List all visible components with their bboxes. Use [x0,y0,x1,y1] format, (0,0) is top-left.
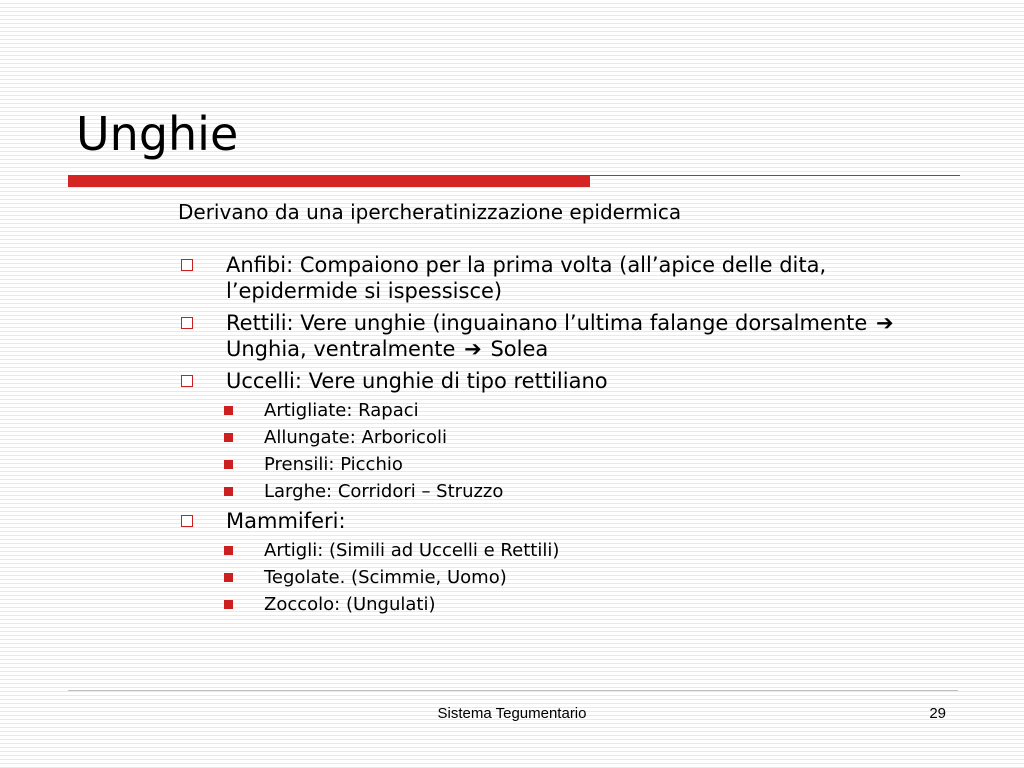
sub-bullet-larghe [178,481,958,503]
bullet-text-part-b: Unghia, ventralmente [226,337,456,361]
intro-text: Derivano da una ipercheratinizzazione epidermica [178,200,682,224]
bullet-anfibi [178,252,958,304]
sub-bullet-artigliate [178,400,958,422]
sub-bullet-tegolate [178,567,958,589]
bullet-text: Uccelli: Vere unghie di tipo rettiliano [226,369,608,393]
page-number: 29 [929,705,946,722]
bullet-rettili [178,310,958,362]
sub-bullet-text: Zoccolo: (Ungulati) [264,594,436,615]
filled-square-bullet-icon [224,406,233,415]
hollow-square-bullet-icon [181,259,193,271]
slide-title: Unghie [76,107,239,161]
filled-square-bullet-icon [224,487,233,496]
hollow-square-bullet-icon [181,375,193,387]
hollow-square-bullet-icon [181,317,193,329]
slide-body [178,198,958,621]
sub-bullet-zoccolo [178,594,958,616]
right-arrow-icon: ➔ [464,337,482,361]
title-underline-thin [590,175,960,176]
right-arrow-icon: ➔ [876,311,894,335]
bullet-uccelli [178,368,958,394]
bullet-mammiferi [178,508,958,534]
filled-square-bullet-icon [224,460,233,469]
sub-bullet-artigli [178,540,958,562]
title-underline-red [68,175,590,187]
bullet-text: Mammiferi: [226,509,346,533]
sub-bullet-text: Prensili: Picchio [264,454,403,475]
sub-bullet-text: Artigliate: Rapaci [264,400,419,421]
sub-bullet-allungate [178,427,958,449]
filled-square-bullet-icon [224,600,233,609]
sub-bullet-text: Larghe: Corridori – Struzzo [264,481,504,502]
bullet-text-part-a: Rettili: Vere unghie (inguainano l’ultima falange dorsalmente [226,311,868,335]
bullet-text-part-c: Solea [490,337,549,361]
filled-square-bullet-icon [224,573,233,582]
filled-square-bullet-icon [224,433,233,442]
hollow-square-bullet-icon [181,515,193,527]
bullet-text: Anfibi: Compaiono per la prima volta (all’apice delle dita, l’epidermide si ispessisce) [226,253,827,303]
footer-divider [68,690,958,691]
sub-bullet-text: Tegolate. (Scimmie, Uomo) [264,567,507,588]
filled-square-bullet-icon [224,546,233,555]
sub-bullet-prensili [178,454,958,476]
sub-bullet-text: Artigli: (Simili ad Uccelli e Rettili) [264,540,560,561]
footer-title: Sistema Tegumentario [437,705,587,722]
sub-bullet-text: Allungate: Arboricoli [264,427,447,448]
